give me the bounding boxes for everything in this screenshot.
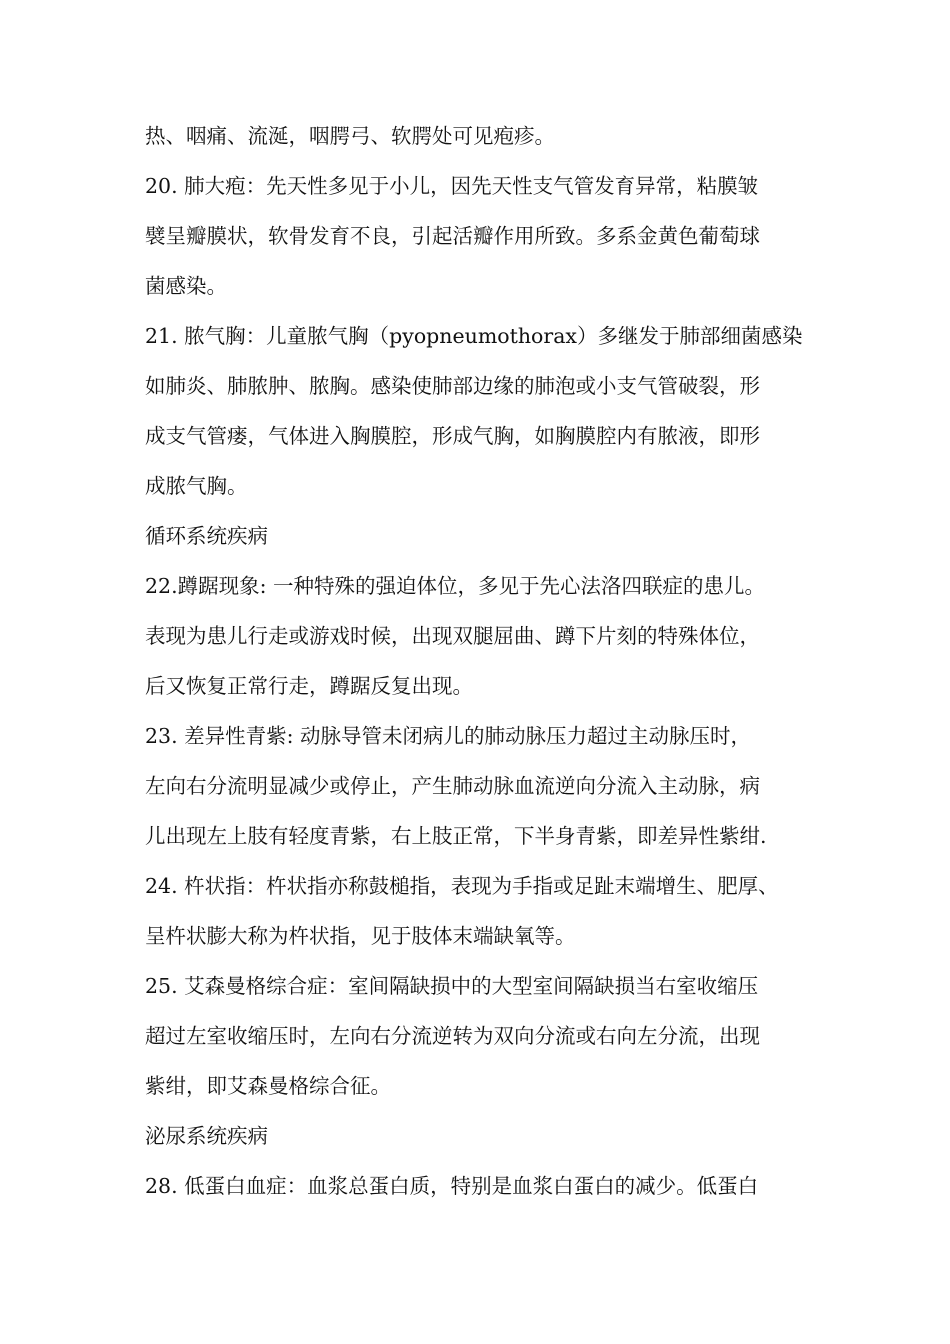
text-line-2: 20. 肺大疱：先天性多见于小儿，因先天性支气管发育异常，粘膜皱 (145, 174, 759, 198)
text-line-6: 如肺炎、肺脓肿、脓胸。感染使肺部边缘的肺泡或小支气管破裂，形 (145, 374, 760, 398)
text-line-19: 超过左室收缩压时，左向右分流逆转为双向分流或右向左分流，出现 (145, 1024, 760, 1048)
section-heading-circulatory: 循环系统疾病 (145, 524, 268, 548)
text-line-7: 成支气管瘘，气体进入胸膜腔，形成气胸，如胸膜腔内有脓液，即形 (145, 424, 760, 448)
text-line-20: 紫绀，即艾森曼格综合征。 (145, 1074, 391, 1098)
text-line-14: 左向右分流明显减少或停止，产生肺动脉血流逆向分流入主动脉，病 (145, 774, 760, 798)
section-heading-urinary: 泌尿系统疾病 (145, 1124, 268, 1148)
text-line-15: 儿出现左上肢有轻度青紫，右上肢正常，下半身青紫，即差异性紫绀. (145, 824, 767, 848)
text-line-18: 25. 艾森曼格综合症：室间隔缺损中的大型室间隔缺损当右室收缩压 (145, 974, 759, 998)
text-line-10: 22.蹲踞现象: 一种特殊的强迫体位，多见于先心法洛四联症的患儿。 (145, 574, 766, 598)
document-body (145, 116, 810, 1216)
text-line-17: 呈杵状膨大称为杵状指，见于肢体末端缺氧等。 (145, 924, 576, 948)
text-line-3: 襞呈瓣膜状，软骨发育不良，引起活瓣作用所致。多系金黄色葡萄球 (145, 224, 760, 248)
text-line-8: 成脓气胸。 (145, 474, 248, 498)
text-line-1: 热、咽痛、流涎，咽腭弓、软腭处可见疱疹。 (145, 124, 555, 148)
text-line-4: 菌感染。 (145, 274, 227, 298)
text-line-13: 23. 差异性青紫: 动脉导管未闭病儿的肺动脉压力超过主动脉压时， (145, 724, 752, 748)
text-line-5: 21. 脓气胸：儿童脓气胸（pyopneumothorax）多继发于肺部细菌感染 (145, 324, 803, 348)
text-line-11: 表现为患儿行走或游戏时候，出现双腿屈曲、蹲下片刻的特殊体位， (145, 624, 760, 648)
text-line-16: 24. 杵状指：杵状指亦称鼓槌指，表现为手指或足趾末端增生、肥厚、 (145, 874, 779, 898)
text-line-12: 后又恢复正常行走，蹲踞反复出现。 (145, 674, 473, 698)
text-line-22: 28. 低蛋白血症：血浆总蛋白质，特别是血浆白蛋白的减少。低蛋白 (145, 1174, 759, 1198)
